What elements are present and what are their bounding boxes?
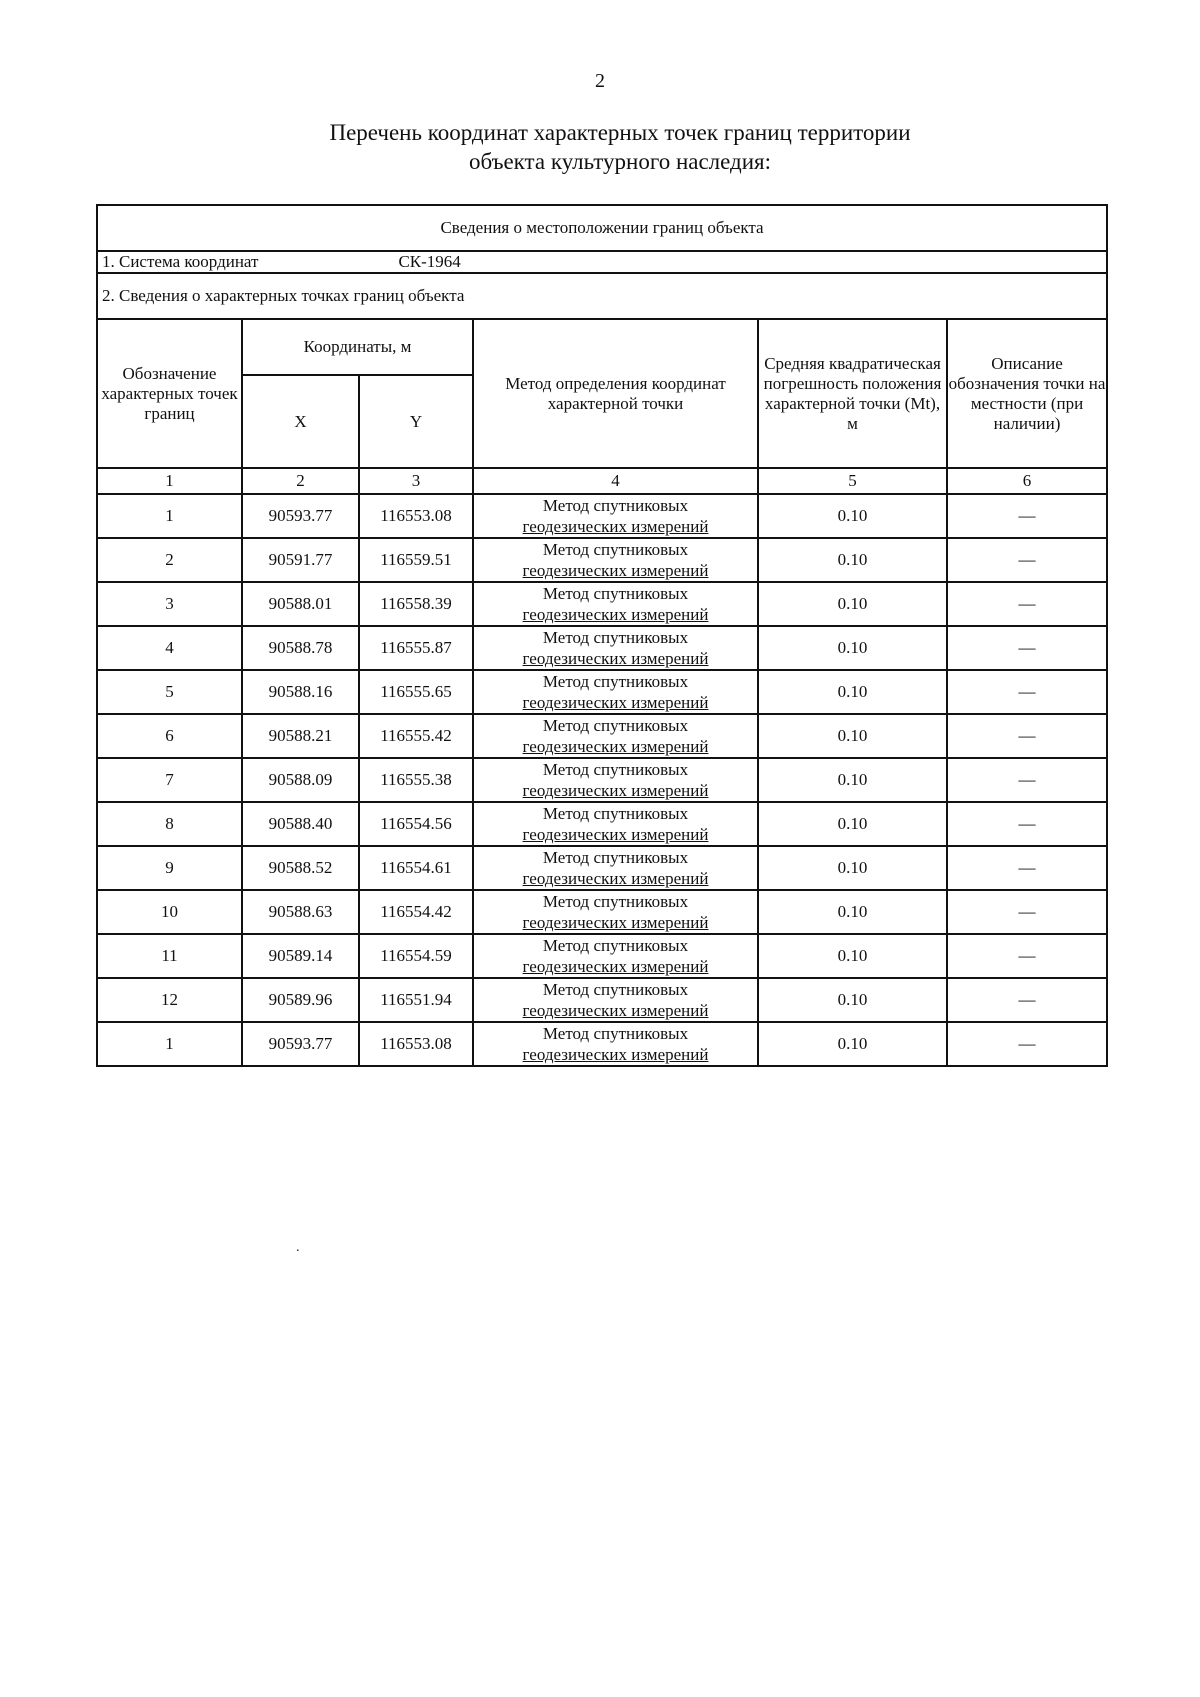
accuracy-cell: 0.10 <box>758 802 947 846</box>
y-cell: 116554.42 <box>359 890 473 934</box>
method-cell <box>473 1022 758 1066</box>
y-cell: 116555.38 <box>359 758 473 802</box>
method-cell <box>473 714 758 758</box>
point-cell: 9 <box>97 846 242 890</box>
table-row <box>97 802 1107 846</box>
method-line-1: Метод спутниковых <box>542 628 689 647</box>
col-method-header: Метод определения координат характерной точки <box>473 319 758 468</box>
method-cell <box>473 802 758 846</box>
x-cell: 90589.96 <box>242 978 359 1022</box>
description-cell: — <box>947 670 1107 714</box>
method-cell <box>473 538 758 582</box>
x-cell: 90588.01 <box>242 582 359 626</box>
method-line-2: геодезических измерений <box>522 869 709 888</box>
point-cell: 3 <box>97 582 242 626</box>
table-row <box>97 758 1107 802</box>
title-line-1: Перечень координат характерных точек границ территории <box>329 120 911 145</box>
table-row <box>97 538 1107 582</box>
description-cell: — <box>947 758 1107 802</box>
accuracy-cell: 0.10 <box>758 626 947 670</box>
method-line-1: Метод спутниковых <box>542 760 689 779</box>
method-line-1: Метод спутниковых <box>542 892 689 911</box>
method-line-2: геодезических измерений <box>522 913 709 932</box>
section-header: Сведения о местоположении границ объекта <box>97 205 1107 251</box>
description-cell: — <box>947 714 1107 758</box>
x-cell: 90589.14 <box>242 934 359 978</box>
method-line-1: Метод спутниковых <box>542 848 689 867</box>
y-cell: 116551.94 <box>359 978 473 1022</box>
method-cell <box>473 494 758 538</box>
x-cell: 90588.09 <box>242 758 359 802</box>
y-cell: 116554.59 <box>359 934 473 978</box>
point-cell: 7 <box>97 758 242 802</box>
method-cell <box>473 890 758 934</box>
coord-system-row <box>97 251 1107 273</box>
method-cell <box>473 670 758 714</box>
method-line-2: геодезических измерений <box>522 825 709 844</box>
x-cell: 90588.16 <box>242 670 359 714</box>
description-cell: — <box>947 890 1107 934</box>
accuracy-cell: 0.10 <box>758 846 947 890</box>
page-number: 2 <box>595 70 605 92</box>
method-line-2: геодезических измерений <box>522 649 709 668</box>
method-cell <box>473 626 758 670</box>
y-cell: 116553.08 <box>359 1022 473 1066</box>
description-cell: — <box>947 978 1107 1022</box>
boundary-points-table <box>96 204 1108 1067</box>
method-line-1: Метод спутниковых <box>542 980 689 999</box>
method-line-1: Метод спутниковых <box>542 584 689 603</box>
x-cell: 90591.77 <box>242 538 359 582</box>
accuracy-cell: 0.10 <box>758 890 947 934</box>
method-line-2: геодезических измерений <box>522 957 709 976</box>
x-cell: 90593.77 <box>242 1022 359 1066</box>
col-number: 5 <box>758 468 947 494</box>
table-row <box>97 626 1107 670</box>
method-line-2: геодезических измерений <box>522 605 709 624</box>
point-cell: 8 <box>97 802 242 846</box>
col-number: 2 <box>242 468 359 494</box>
table-row <box>97 1022 1107 1066</box>
method-line-2: геодезических измерений <box>522 1045 709 1064</box>
table-row <box>97 670 1107 714</box>
method-line-2: геодезических измерений <box>522 561 709 580</box>
point-cell: 2 <box>97 538 242 582</box>
col-number: 1 <box>97 468 242 494</box>
method-line-2: геодезических измерений <box>522 781 709 800</box>
y-cell: 116554.61 <box>359 846 473 890</box>
method-line-1: Метод спутниковых <box>542 496 689 515</box>
table-row <box>97 934 1107 978</box>
points-header: 2. Сведения о характерных точках границ объекта <box>97 273 1107 319</box>
point-cell: 12 <box>97 978 242 1022</box>
method-line-2: геодезических измерений <box>522 693 709 712</box>
accuracy-cell: 0.10 <box>758 758 947 802</box>
accuracy-cell: 0.10 <box>758 670 947 714</box>
accuracy-cell: 0.10 <box>758 714 947 758</box>
method-line-2: геодезических измерений <box>522 737 709 756</box>
table-row <box>97 494 1107 538</box>
description-cell: — <box>947 538 1107 582</box>
method-line-1: Метод спутниковых <box>542 672 689 691</box>
description-cell: — <box>947 626 1107 670</box>
accuracy-cell: 0.10 <box>758 1022 947 1066</box>
accuracy-cell: 0.10 <box>758 582 947 626</box>
col-designation-header: Обозначение характерных точек границ <box>97 319 242 468</box>
page-title <box>0 118 1200 176</box>
method-line-1: Метод спутниковых <box>542 804 689 823</box>
accuracy-cell: 0.10 <box>758 978 947 1022</box>
point-cell: 11 <box>97 934 242 978</box>
x-cell: 90588.21 <box>242 714 359 758</box>
x-cell: 90588.78 <box>242 626 359 670</box>
method-line-1: Метод спутниковых <box>542 716 689 735</box>
point-cell: 6 <box>97 714 242 758</box>
method-line-2: геодезических измерений <box>522 517 709 536</box>
x-cell: 90588.63 <box>242 890 359 934</box>
point-cell: 1 <box>97 1022 242 1066</box>
coord-system-value: СК-1964 <box>398 252 461 271</box>
col-accuracy-header: Средняя квадратическая погрешность положения характерной точки (Mt), м <box>758 319 947 468</box>
point-cell: 4 <box>97 626 242 670</box>
accuracy-cell: 0.10 <box>758 934 947 978</box>
col-coordinates-header: Координаты, м <box>242 319 473 375</box>
method-line-1: Метод спутниковых <box>542 936 689 955</box>
x-cell: 90588.52 <box>242 846 359 890</box>
table-row <box>97 890 1107 934</box>
description-cell: — <box>947 846 1107 890</box>
method-line-1: Метод спутниковых <box>542 540 689 559</box>
method-cell <box>473 758 758 802</box>
table-row <box>97 978 1107 1022</box>
col-number: 3 <box>359 468 473 494</box>
method-line-1: Метод спутниковых <box>542 1024 689 1043</box>
method-cell <box>473 846 758 890</box>
col-number: 6 <box>947 468 1107 494</box>
description-cell: — <box>947 582 1107 626</box>
col-number: 4 <box>473 468 758 494</box>
method-cell <box>473 978 758 1022</box>
table-row <box>97 582 1107 626</box>
table-row <box>97 846 1107 890</box>
method-line-2: геодезических измерений <box>522 1001 709 1020</box>
x-cell: 90593.77 <box>242 494 359 538</box>
accuracy-cell: 0.10 <box>758 494 947 538</box>
y-cell: 116559.51 <box>359 538 473 582</box>
stray-mark: . <box>296 1240 300 1255</box>
y-cell: 116555.87 <box>359 626 473 670</box>
point-cell: 10 <box>97 890 242 934</box>
y-cell: 116553.08 <box>359 494 473 538</box>
description-cell: — <box>947 494 1107 538</box>
description-cell: — <box>947 934 1107 978</box>
method-cell <box>473 934 758 978</box>
table-row <box>97 714 1107 758</box>
point-cell: 1 <box>97 494 242 538</box>
description-cell: — <box>947 802 1107 846</box>
y-cell: 116555.65 <box>359 670 473 714</box>
title-line-2: объекта культурного наследия: <box>468 149 772 174</box>
x-cell: 90588.40 <box>242 802 359 846</box>
accuracy-cell: 0.10 <box>758 538 947 582</box>
col-description-header: Описание обозначения точки на местности (при наличии) <box>947 319 1107 468</box>
col-x-header: X <box>242 375 359 468</box>
y-cell: 116554.56 <box>359 802 473 846</box>
method-cell <box>473 582 758 626</box>
y-cell: 116558.39 <box>359 582 473 626</box>
y-cell: 116555.42 <box>359 714 473 758</box>
description-cell: — <box>947 1022 1107 1066</box>
coord-system-label: 1. Система координат <box>102 252 259 271</box>
point-cell: 5 <box>97 670 242 714</box>
col-y-header: Y <box>359 375 473 468</box>
